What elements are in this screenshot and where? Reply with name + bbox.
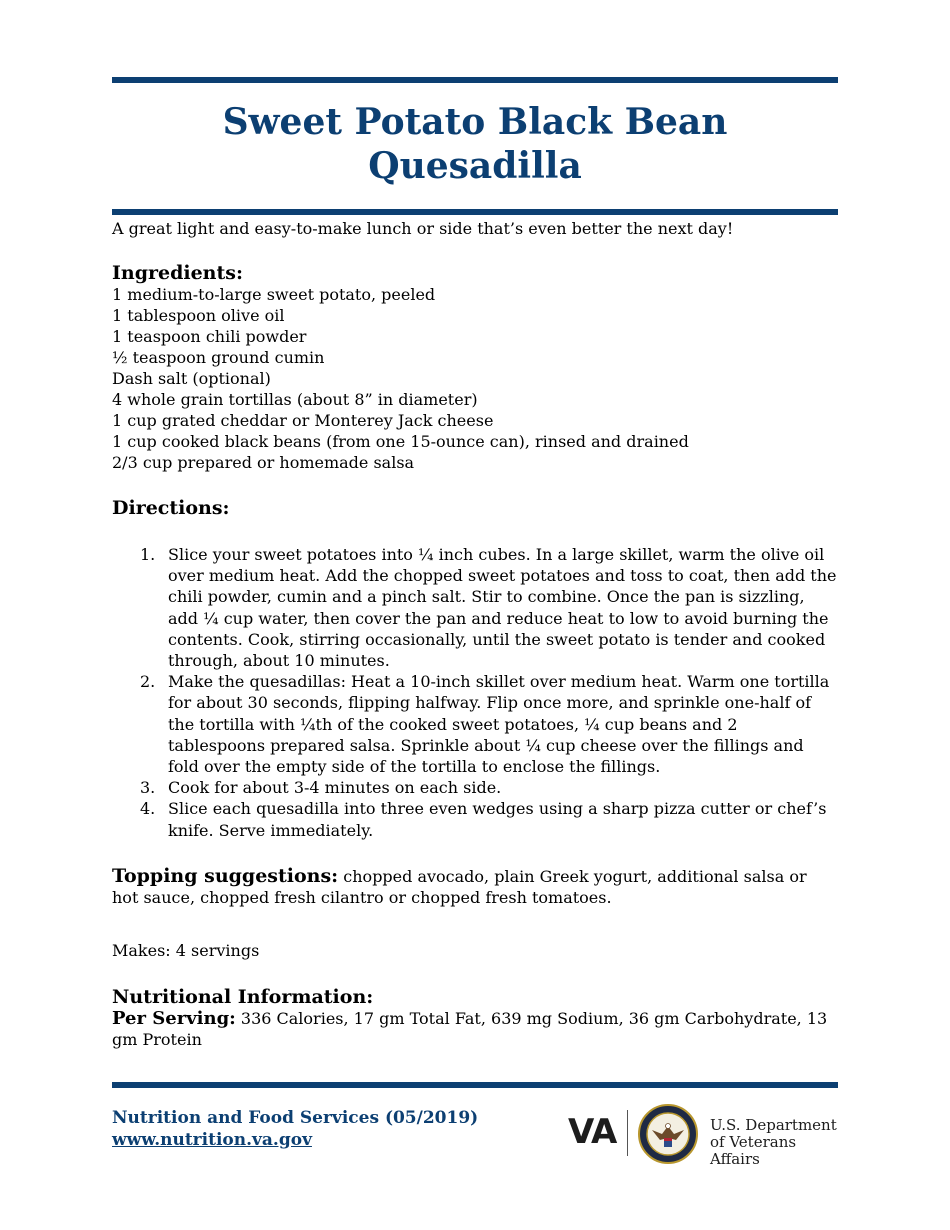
step-number: 4. <box>140 799 156 819</box>
title-line-2: Quesadilla <box>368 145 582 187</box>
va-seal-icon <box>638 1104 698 1164</box>
ingredients-section <box>112 262 838 473</box>
step-text: Slice your sweet potatoes into ¼ inch cubes. In a large skillet, warm the olive oil over medium heat. Add the chopped sweet potatoes and toss to coat, then add the chili powder, cumin and a pinch salt. Stir to combine. Once the pan is sizzling, add ¼ cup water, then cover the pan and reduce heat to low to avoid burning the contents. Cook, stirring occasionally, until the sweet potato is tender and cooked through, about 10 minutes. <box>168 545 837 671</box>
footer-org-name: Nutrition and Food Services (05/2019) <box>112 1108 479 1128</box>
va-logo <box>568 1108 838 1168</box>
topping-suggestions <box>112 866 838 908</box>
direction-step <box>112 798 838 840</box>
dept-line-1: U.S. Department <box>710 1116 837 1134</box>
step-text: Slice each quesadilla into three even wedges using a sharp pizza cutter or chef’s knife. Serve immediately. <box>168 799 827 840</box>
step-text: Make the quesadillas: Heat a 10-inch skillet over medium heat. Warm one tortilla for about 30 seconds, flipping halfway. Flip once more, and sprinkle one-half of the tortilla with ¼th of the cooked sweet potatoes, ¼ cup beans and 2 tablespoons prepared salsa. Sprinkle about ¼ cup cheese over the fillings and fold over the empty side of the tortilla to enclose the fillings. <box>168 672 830 777</box>
va-department-name <box>710 1117 838 1168</box>
direction-step <box>112 671 838 777</box>
ingredients-list <box>112 284 838 473</box>
per-serving-text: 336 Calories, 17 gm Total Fat, 639 mg Sodium, 36 gm Carbohydrate, 13 gm Protein <box>112 1009 828 1049</box>
topping-text: chopped avocado, plain Greek yogurt, additional salsa or hot sauce, chopped fresh cilantro or chopped fresh tomatoes. <box>112 867 807 907</box>
ingredient-item: 1 tablespoon olive oil <box>112 306 285 325</box>
topping-label: Topping suggestions: <box>112 865 339 887</box>
ingredient-item: 1 teaspoon chili powder <box>112 327 307 346</box>
step-number: 3. <box>140 778 156 798</box>
ingredient-item: 1 cup grated cheddar or Monterey Jack cheese <box>112 411 494 430</box>
ingredient-item: 1 medium-to-large sweet potato, peeled <box>112 285 436 304</box>
dept-line-2: of Veterans Affairs <box>710 1133 797 1168</box>
step-text: Cook for about 3-4 minutes on each side. <box>168 778 502 798</box>
per-serving <box>112 1008 838 1050</box>
step-number: 2. <box>140 672 156 692</box>
ingredient-item: 2/3 cup prepared or homemade salsa <box>112 453 415 472</box>
intro-text: A great light and easy-to-make lunch or side that’s even better the next day! <box>112 219 734 238</box>
ingredients-heading: Ingredients: <box>112 262 243 284</box>
title-divider <box>112 209 838 215</box>
footer-url-link[interactable]: www.nutrition.va.gov <box>112 1130 312 1150</box>
top-divider <box>112 77 838 83</box>
ingredient-item: Dash salt (optional) <box>112 369 271 388</box>
direction-step <box>112 544 838 671</box>
logo-divider <box>627 1110 628 1156</box>
ingredient-item: 1 cup cooked black beans (from one 15-ounce can), rinsed and drained <box>112 432 689 451</box>
va-wordmark: VA <box>568 1112 617 1152</box>
nutrition-section <box>112 986 838 1050</box>
servings-text: Makes: 4 servings <box>112 941 260 960</box>
per-serving-label: Per Serving: <box>112 1008 236 1029</box>
directions-list <box>112 544 838 841</box>
ingredient-item: 4 whole grain tortillas (about 8” in diameter) <box>112 390 478 409</box>
directions-heading: Directions: <box>112 497 230 519</box>
title-line-1: Sweet Potato Black Bean <box>222 101 728 143</box>
footer-divider <box>112 1082 838 1088</box>
footer-org <box>112 1107 478 1151</box>
nutrition-heading: Nutritional Information: <box>112 986 374 1008</box>
direction-step <box>112 777 838 798</box>
ingredient-item: ½ teaspoon ground cumin <box>112 348 325 367</box>
page-title <box>112 100 838 188</box>
step-number: 1. <box>140 545 156 564</box>
